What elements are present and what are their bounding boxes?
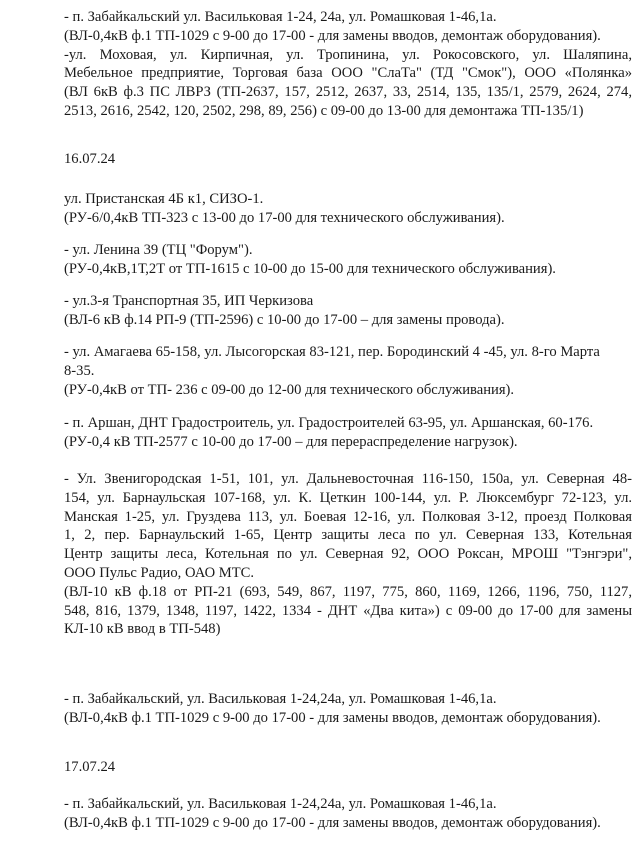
outage-entry-4 xyxy=(64,343,632,399)
entry-line: 154, ул. Барнаульская 107-168, ул. К. Цеткин 100-144, ул. Р. Люксембург 72-123, ул. xyxy=(64,489,632,506)
entry-line: (РУ-0,4 кВ ТП-2577 с 10-00 до 17-00 – для перераспределение нагрузок). xyxy=(64,433,518,450)
outage-entry-8 xyxy=(64,795,632,833)
entry-line: Центр защиты леса, Котельная по ул. Северная 92, ООО Роксан, МРОШ "Тэнгэри", xyxy=(64,546,632,563)
entry-line: - Ул. Звенигородская 1-51, 101, ул. Дальневосточная 116-150, 150а, ул. Северная 48- xyxy=(64,471,632,487)
outage-entry-top xyxy=(64,8,632,121)
entry-line: (ВЛ-0,4кВ ф.1 ТП-1029 с 9-00 до 17-00 - для замены вводов, демонтаж оборудования). xyxy=(64,814,601,831)
outage-entry-1 xyxy=(64,190,632,228)
outage-entry-7 xyxy=(64,690,632,728)
entry-line: 2513, 2616, 2542, 120, 2502, 298, 89, 256) с 09-00 до 13-00 для демонтажа ТП-135/1) xyxy=(64,102,584,119)
entry-line: (РУ-6/0,4кВ ТП-323 с 13-00 до 17-00 для технического обслуживания). xyxy=(64,209,505,226)
outage-entry-6 xyxy=(64,470,632,639)
entry-line: - ул. Ленина 39 (ТЦ "Форум"). xyxy=(64,242,253,258)
entry-line: 548, 816, 1379, 1348, 1197, 1422, 1334 - ДНТ «Два кита») с 09-00 до 17-00 для замены xyxy=(64,602,632,619)
entry-line: (ВЛ 6кВ ф.3 ПС ЛВРЗ (ТП-2637, 157, 2512, 2637, 33, 2514, 135, 135/1, 2579, 2624, 274, xyxy=(64,84,632,101)
date-heading-1: 16.07.24 xyxy=(64,151,116,167)
entry-line: - п. Забайкальский ул. Васильковая 1-24, 24а, ул. Ромашковая 1-46,1а. xyxy=(64,9,497,25)
entry-line: Мебельное предприятие, Торговая база ООО "СлаТа" (ТД "Смок"), ООО «Полянка» xyxy=(64,65,632,82)
entry-line: ул. Пристанская 4Б к1, СИЗО-1. xyxy=(64,191,264,207)
entry-line: -ул. Моховая, ул. Кирпичная, ул. Тропинина, ул. Рокосовского, ул. Шаляпина, xyxy=(64,46,632,63)
entry-line: - п. Забайкальский, ул. Васильковая 1-24,24а, ул. Ромашковая 1-46,1а. xyxy=(64,691,497,707)
entry-line: (ВЛ-0,4кВ ф.1 ТП-1029 с 9-00 до 17-00 - для замены вводов, демонтаж оборудования). xyxy=(64,27,601,44)
entry-line: Манская 1-25, ул. Груздева 113, ул. Боевая 12-16, ул. Полковая 3-12, проезд Полковая xyxy=(64,508,632,525)
outage-entry-5 xyxy=(64,414,632,452)
entry-line: КЛ-10 кВ ввод в ТП-548) xyxy=(64,621,221,638)
entry-line: (ВЛ-0,4кВ ф.1 ТП-1029 с 9-00 до 17-00 - для замены вводов, демонтаж оборудования). xyxy=(64,709,601,726)
outage-entry-3 xyxy=(64,292,632,330)
entry-line: (РУ-0,4кВ от ТП- 236 с 09-00 до 12-00 для технического обслуживания). xyxy=(64,381,515,398)
entry-line: 8-35. xyxy=(64,362,95,379)
entry-line: - ул. Амагаева 65-158, ул. Лысогорская 83-121, пер. Бородинский 4 -45, ул. 8-го Марта xyxy=(64,344,600,360)
entry-line: (ВЛ-6 кВ ф.14 РП-9 (ТП-2596) с 10-00 до 17-00 – для замены провода). xyxy=(64,311,505,328)
date-heading-2: 17.07.24 xyxy=(64,759,116,775)
entry-line: ООО Пульс Радио, ОАО МТС. xyxy=(64,564,255,581)
entry-line: 1, 2, пер. Барнаульский 1-65, Центр защиты леса по ул. Северная 133, Котельная xyxy=(64,527,632,544)
entry-line: (ВЛ-10 кВ ф.18 от РП-21 (693, 549, 867, 1197, 775, 860, 1169, 1266, 1196, 750, 1127, xyxy=(64,583,632,600)
entry-line: - п. Забайкальский, ул. Васильковая 1-24,24а, ул. Ромашковая 1-46,1а. xyxy=(64,796,497,812)
entry-line: - ул.3-я Транспортная 35, ИП Черкизова xyxy=(64,293,314,309)
outage-entry-2 xyxy=(64,241,632,279)
entry-line: - п. Аршан, ДНТ Градостроитель, ул. Градостроителей 63-95, ул. Аршанская, 60-176. xyxy=(64,415,594,431)
entry-line: (РУ-0,4кВ,1Т,2Т от ТП-1615 с 10-00 до 15-00 для технического обслуживания). xyxy=(64,260,556,277)
